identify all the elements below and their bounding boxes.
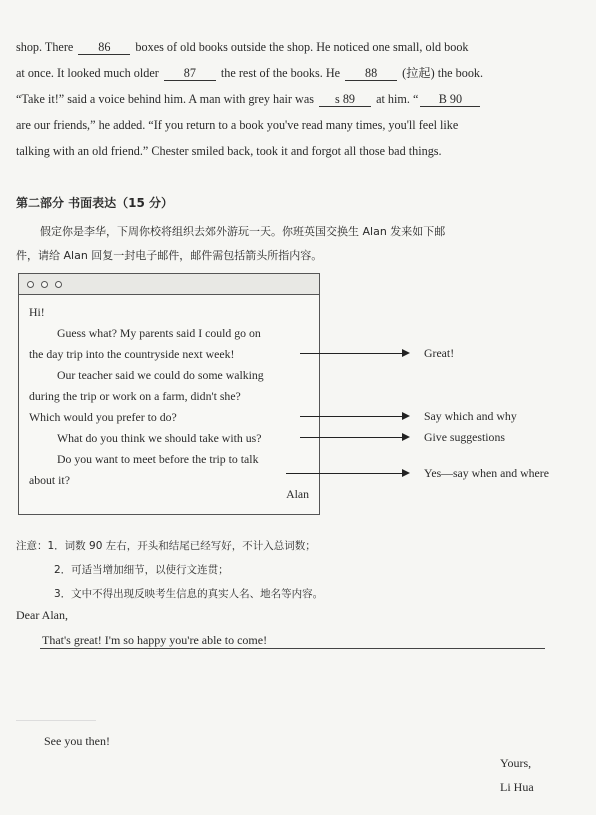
passage-text: at him. “ [376, 92, 419, 106]
email-signature: Alan [286, 487, 309, 501]
email-line: Our teacher said we could do some walking [57, 368, 264, 382]
divider [16, 720, 96, 721]
letter-first-line: That's great! I'm so happy you're able to come! [42, 633, 268, 647]
arrow-label-suggestions: Give suggestions [424, 430, 505, 444]
window-dot-icon [41, 281, 48, 288]
arrow-label-meet: Yes—say when and where [424, 466, 549, 480]
notes-list [16, 534, 323, 606]
note-item-2: 2．可适当增加细节，以使行文连贯； [54, 564, 229, 576]
arrow-great [300, 353, 408, 354]
passage-line-1 [16, 34, 576, 60]
arrow-label-say-which: Say which and why [424, 409, 517, 423]
arrow-say-which [300, 416, 408, 417]
passage-text: shop. There [16, 40, 74, 54]
email-line: Do you want to meet before the trip to talk [57, 452, 259, 466]
window-dot-icon [55, 281, 62, 288]
passage-line-5: talking with an old friend.” Chester smiled back, took it and forgot all those bad things. [16, 144, 442, 158]
intro-line-1: 假定你是李华，下周你校将组织去郊外游玩一天。你班英国交换生 Alan 发来如下邮 [40, 225, 446, 238]
email-greeting: Hi! [29, 305, 45, 319]
passage-line-3 [16, 86, 576, 112]
passage-text: “Take it!” said a voice behind him. A man with grey hair was [16, 92, 314, 106]
passage-line-2 [16, 60, 576, 86]
email-window [18, 273, 320, 515]
email-line: Which would you prefer to do? [29, 410, 177, 424]
passage-line-4: are our friends,” he added. “If you return to a book you've read many times, you'll feel like [16, 118, 459, 132]
section-title: 第二部分 书面表达（15 分） [16, 196, 174, 210]
intro-line-2: 件，请给 Alan 回复一封电子邮件，邮件需包括箭头所指内容。 [16, 249, 323, 262]
blank-89[interactable]: s 89 [319, 92, 371, 107]
email-line: about it? [29, 473, 70, 487]
passage-text: at once. It looked much older [16, 66, 159, 80]
email-line: Guess what? My parents said I could go on [57, 326, 261, 340]
blank-88[interactable]: 88 [345, 66, 397, 81]
note-item-1: 注意：1．词数 90 左右，开头和结尾已经写好，不计入总词数； [16, 540, 316, 552]
arrow-meet [286, 473, 408, 474]
writing-line [40, 648, 545, 649]
window-title-bar [19, 274, 319, 295]
task-intro [16, 220, 576, 268]
passage-text: (拉起) the book. [402, 66, 484, 80]
letter-salutation: Dear Alan, [16, 608, 68, 622]
passage-text: the rest of the books. He [220, 66, 341, 80]
email-line: What do you think we should take with us? [57, 431, 262, 445]
letter-closing-line: See you then! [44, 734, 110, 748]
letter-valediction: Yours, [500, 756, 532, 770]
window-dot-icon [27, 281, 34, 288]
note-item-3: 3．文中不得出现反映考生信息的真实人名、地名等内容。 [54, 588, 324, 600]
blank-90[interactable]: B 90 [420, 92, 480, 107]
letter-signature: Li Hua [500, 780, 534, 794]
email-line: the day trip into the countryside next week! [29, 347, 235, 361]
email-line: during the trip or work on a farm, didn't she? [29, 389, 241, 403]
reading-passage [16, 34, 576, 164]
blank-86[interactable]: 86 [78, 40, 130, 55]
passage-text: boxes of old books outside the shop. He noticed one small, old book [135, 40, 469, 54]
email-body [29, 302, 319, 491]
arrow-suggestions [300, 437, 408, 438]
blank-87[interactable]: 87 [164, 66, 216, 81]
arrow-label-great: Great! [424, 346, 455, 360]
